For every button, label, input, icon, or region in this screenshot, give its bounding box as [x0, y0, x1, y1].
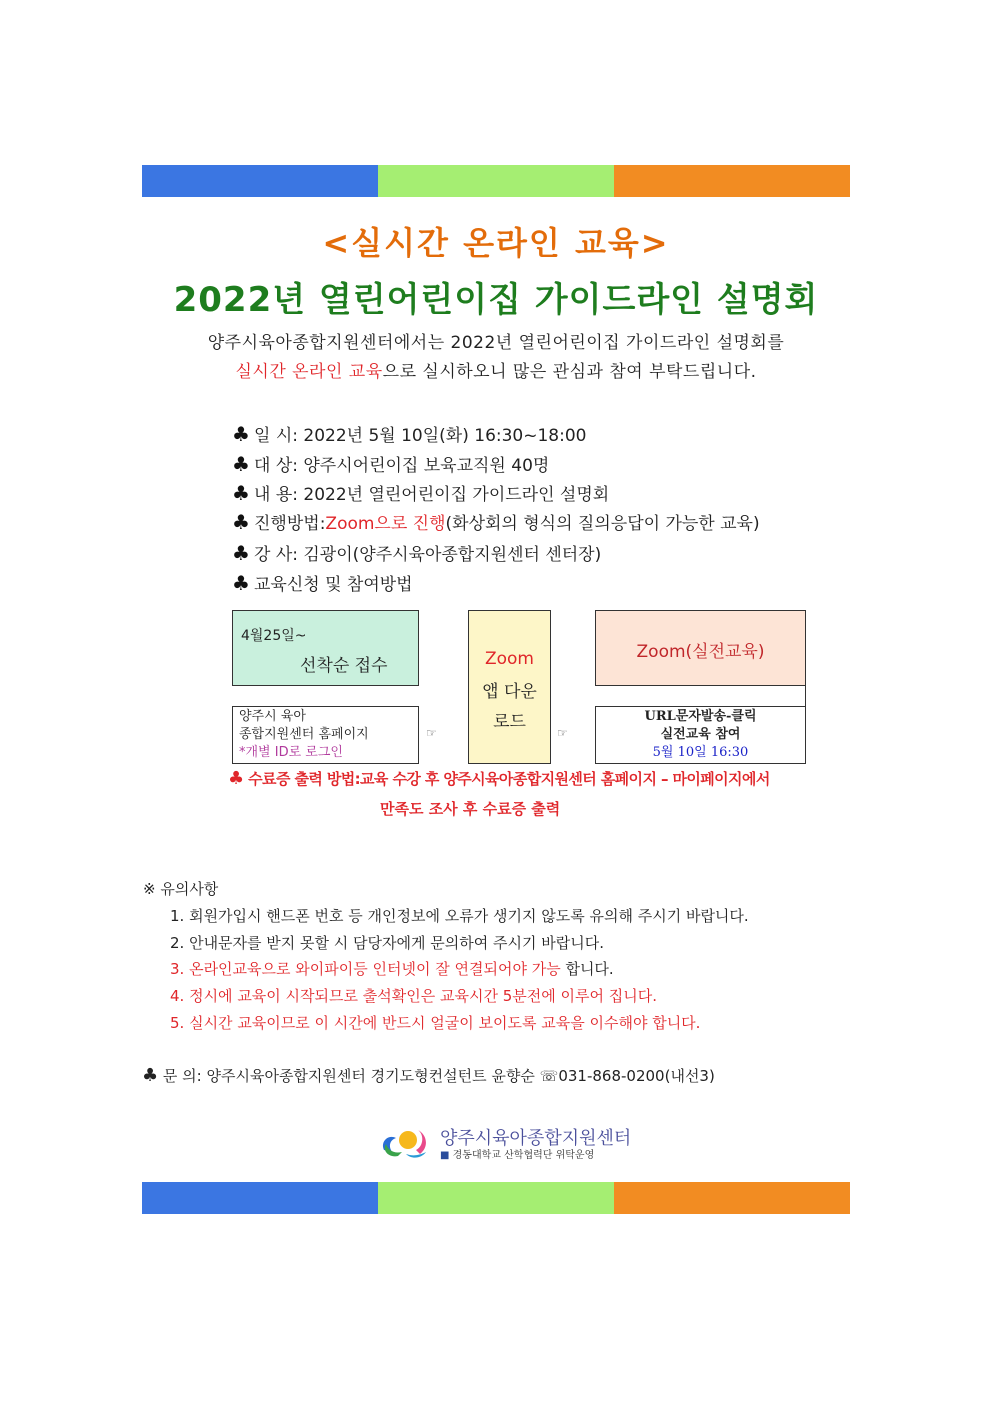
certificate-line-1: [228, 768, 770, 789]
step3-title: Zoom(실전교육): [636, 642, 765, 662]
step2-box: [468, 610, 551, 764]
color-bar-orange: [614, 165, 850, 197]
detail-content: [232, 480, 609, 505]
page-title: 2022년 열린어린이집 가이드라인 설명회: [173, 280, 819, 320]
connector-line: [805, 685, 806, 707]
step1-box: [232, 610, 419, 686]
certificate-line-2: 만족도 조사 후 수료증 출력: [380, 800, 561, 818]
detail-content-text: 내 용: 2022년 열린어린이집 가이드라인 설명회: [254, 485, 610, 505]
note-item-1: 1. 회원가입시 핸드폰 번호 등 개인정보에 오류가 생기지 않도록 유의해 주시기 바랍니다.: [170, 907, 749, 925]
club-icon: ♣: [232, 510, 250, 534]
logo-name: 양주시육아종합지원센터: [440, 1128, 632, 1149]
note-item-3-text: 3. 온라인교육으로 와이파이등 인터넷이 잘 연결되어야 가능: [170, 960, 561, 978]
logo-sub: [440, 1146, 594, 1161]
detail-date-text: 일 시: 2022년 5월 10일(화) 16:30~18:00: [254, 426, 587, 446]
detail-date: [232, 421, 586, 446]
color-bar-green: [378, 165, 614, 197]
pointing-hand-icon: ☞: [426, 726, 437, 740]
detail-instructor-text: 강 사: 김광이(양주시육아종합지원센터 센터장): [254, 545, 602, 565]
note-item-4: 4. 정시에 교육이 시작되므로 출석확인은 교육시간 5분전에 이루어 집니다.: [170, 987, 657, 1005]
step3-line3: 5월 10일 16:30: [652, 745, 749, 760]
logo-sub-text: 경동대학교 산학협력단 위탁운영: [452, 1150, 595, 1161]
intro-line-2: [0, 357, 992, 382]
note-item-2: 2. 안내문자를 받지 못할 시 담당자에게 문의하여 주시기 바랍니다.: [170, 934, 604, 952]
step1-date: 4월25일~: [241, 628, 307, 644]
center-logo-icon: [378, 1120, 438, 1162]
club-icon: ♣: [228, 768, 244, 789]
color-bar-orange: [614, 1182, 850, 1214]
note-item-3: [170, 958, 614, 979]
detail-apply: [232, 570, 413, 595]
color-bar-blue: [142, 1182, 378, 1214]
university-emblem-icon: ■: [440, 1150, 450, 1161]
note-item-5: 5. 실시간 교육이므로 이 시간에 반드시 얼굴이 보이도록 교육을 이수해야 합니다.: [170, 1014, 701, 1032]
note-item-3-tail: 합니다.: [560, 960, 614, 978]
club-icon: ♣: [232, 481, 250, 505]
bottom-color-bar: [142, 1182, 850, 1214]
detail-apply-text: 교육신청 및 참여방법: [254, 575, 413, 595]
step1-title: 선착순 접수: [300, 656, 388, 676]
certificate-text-1: 수료증 출력 방법:교육 수강 후 양주시육아종합지원센터 홈페이지 – 마이페이지에서: [248, 770, 770, 788]
color-bar-blue: [142, 165, 378, 197]
step1-detail-box: [232, 706, 419, 764]
step3-line1: URL문자발송-클릭: [644, 709, 757, 724]
step2-title: Zoom: [484, 649, 534, 669]
top-color-bar: [142, 165, 850, 197]
club-icon: ♣: [232, 452, 250, 476]
detail-method-highlight: Zoom으로 진행: [325, 514, 446, 534]
pointing-hand-icon: ☞: [557, 726, 568, 740]
step3-box: [595, 610, 806, 686]
detail-method: [232, 509, 760, 534]
intro-rest: 으로 실시하오니 많은 관심과 참여 부탁드립니다.: [382, 362, 757, 382]
subtitle: <실시간 온라인 교육>: [322, 224, 670, 262]
intro-highlight: 실시간 온라인 교육: [235, 362, 383, 382]
step2-line2: 앱 다운: [482, 682, 537, 702]
club-icon: ♣: [232, 541, 250, 565]
detail-instructor: [232, 540, 601, 565]
club-icon: ♣: [232, 422, 250, 446]
step2-line3: 로드: [493, 712, 526, 732]
notes-header: ※ 유의사항: [143, 880, 219, 898]
club-icon: ♣: [232, 571, 250, 595]
club-icon: ♣: [142, 1065, 159, 1086]
detail-method-label: 진행방법:: [254, 514, 326, 534]
detail-target-text: 대 상: 양주시어린이집 보육교직원 40명: [254, 456, 550, 476]
step3-detail-box: [595, 706, 806, 764]
step3-line2: 실전교육 참여: [660, 727, 741, 742]
contact-text: 문 의: 양주시육아종합지원센터 경기도형컨설턴트 윤향순 ☏031-868-0200(내선3): [162, 1067, 715, 1085]
step1-line2: 종합지원센터 홈페이지: [239, 727, 369, 742]
detail-method-rest: (화상회의 형식의 질의응답이 가능한 교육): [445, 514, 760, 534]
detail-target: [232, 451, 549, 476]
intro-line-1: 양주시육아종합지원센터에서는 2022년 열린어린이집 가이드라인 설명회를: [207, 333, 785, 353]
step1-line1: 양주시 육아: [239, 709, 306, 724]
step1-line3: *개별 ID로 로그인: [239, 745, 343, 760]
contact-line: [142, 1065, 715, 1086]
color-bar-green: [378, 1182, 614, 1214]
